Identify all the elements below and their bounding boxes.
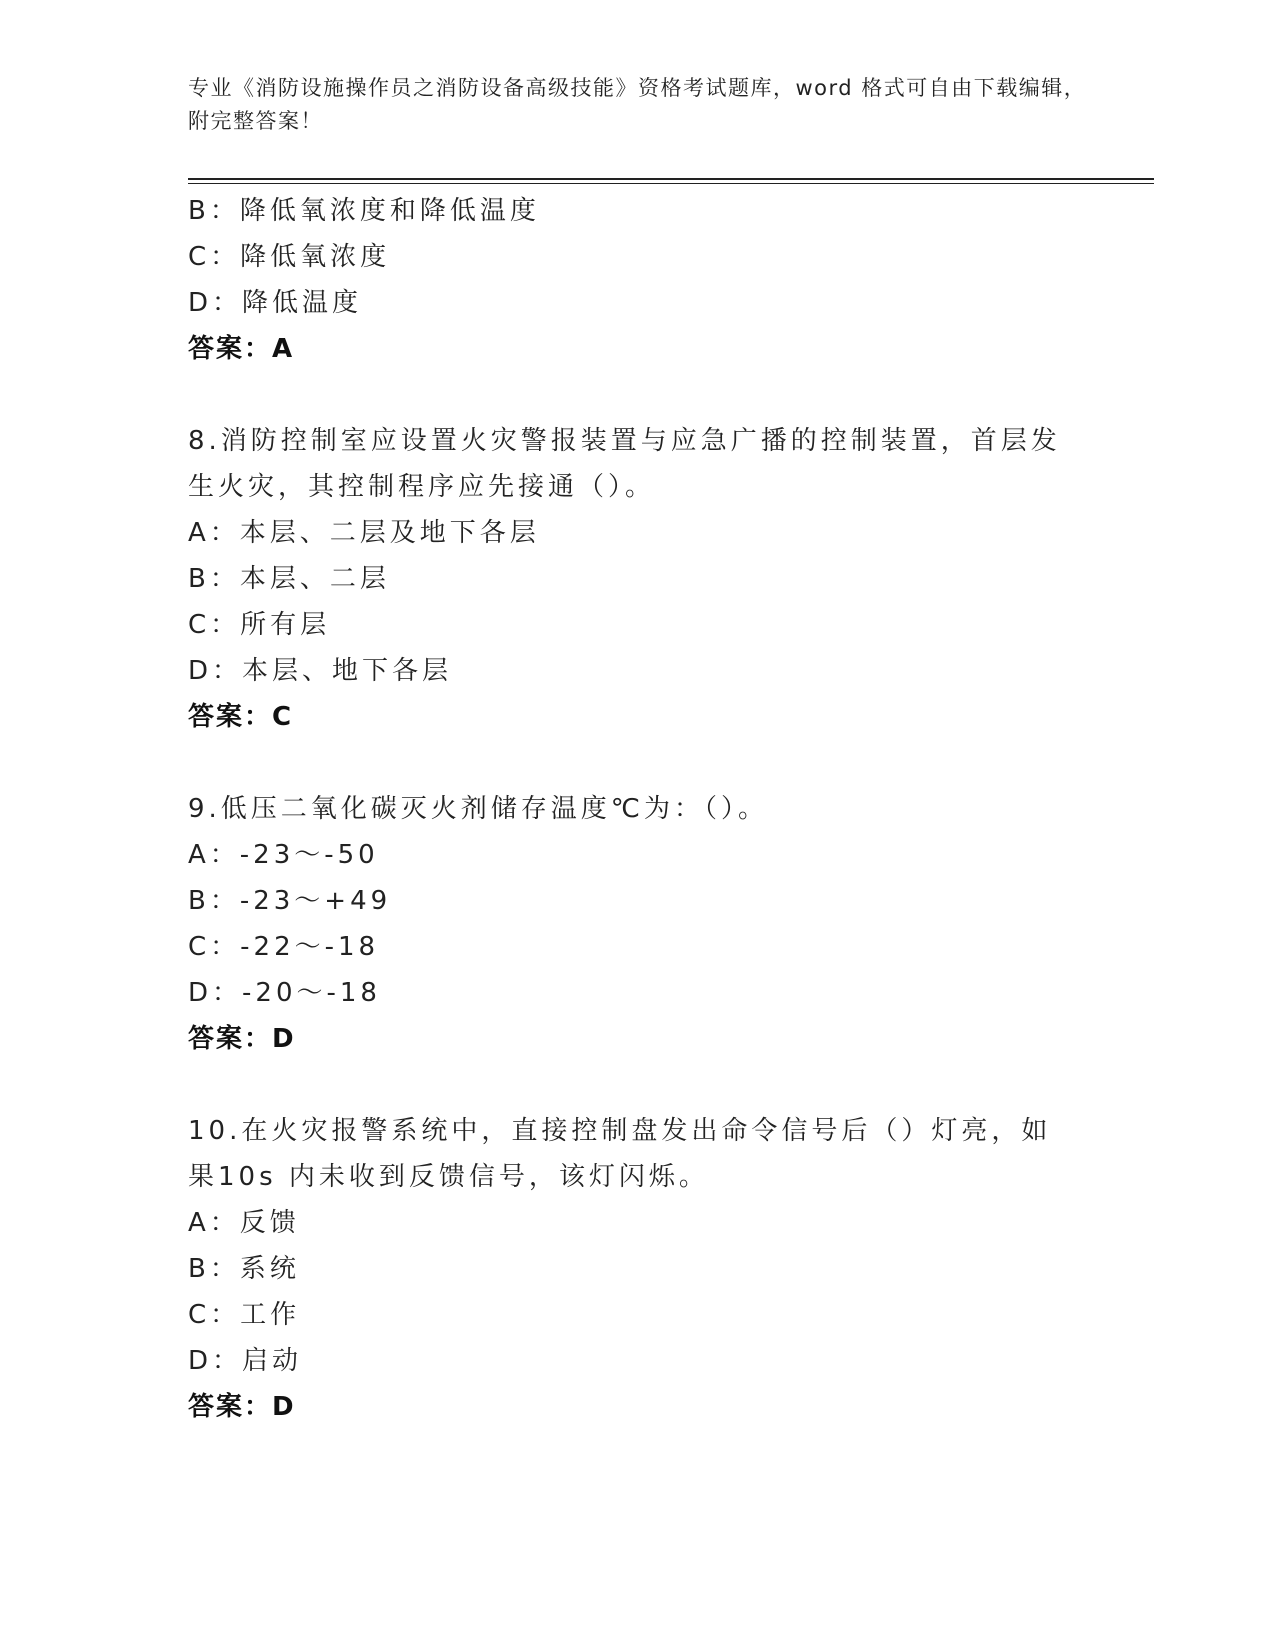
option-d: D：降低温度	[188, 288, 363, 318]
prev-question-block	[188, 188, 1088, 372]
answer-line: 答案：C	[188, 702, 294, 732]
answer-line: 答案：A	[188, 334, 295, 364]
question-block-10	[188, 1108, 1088, 1430]
answer-line: 答案：D	[188, 1392, 296, 1422]
option-d: D：-20～-18	[188, 978, 381, 1008]
question-stem: 10.在火灾报警系统中，直接控制盘发出命令信号后（）灯亮，如果10s 内未收到反馈信号，该灯闪烁。	[188, 1116, 1052, 1192]
option-b: B：本层、二层	[188, 564, 390, 594]
question-block-8	[188, 418, 1088, 740]
option-a: A：反馈	[188, 1208, 300, 1238]
question-list	[188, 188, 1088, 1430]
answer-line: 答案：D	[188, 1024, 296, 1054]
option-a: A：-23～-50	[188, 840, 379, 870]
option-b: B：降低氧浓度和降低温度	[188, 196, 540, 226]
option-c: C：-22～-18	[188, 932, 380, 962]
option-d: D：本层、地下各层	[188, 656, 453, 686]
question-block-9	[188, 786, 1088, 1062]
option-b: B：-23～+49	[188, 886, 392, 916]
document-header: 专业《消防设施操作员之消防设备高级技能》资格考试题库，word 格式可自由下载编辑，附完整答案！	[188, 76, 1087, 133]
header-divider-thin	[188, 183, 1154, 184]
option-d: D：启动	[188, 1346, 303, 1376]
option-b: B：系统	[188, 1254, 300, 1284]
option-c: C：降低氧浓度	[188, 242, 391, 272]
question-stem: 8.消防控制室应设置火灾警报装置与应急广播的控制装置，首层发生火灾，其控制程序应先接通（）。	[188, 426, 1061, 502]
option-c: C：工作	[188, 1300, 301, 1330]
option-a: A：本层、二层及地下各层	[188, 518, 540, 548]
header-divider-thick	[188, 178, 1154, 180]
question-stem: 9.低压二氧化碳灭火剂储存温度℃为：（）。	[188, 794, 769, 824]
option-c: C：所有层	[188, 610, 331, 640]
